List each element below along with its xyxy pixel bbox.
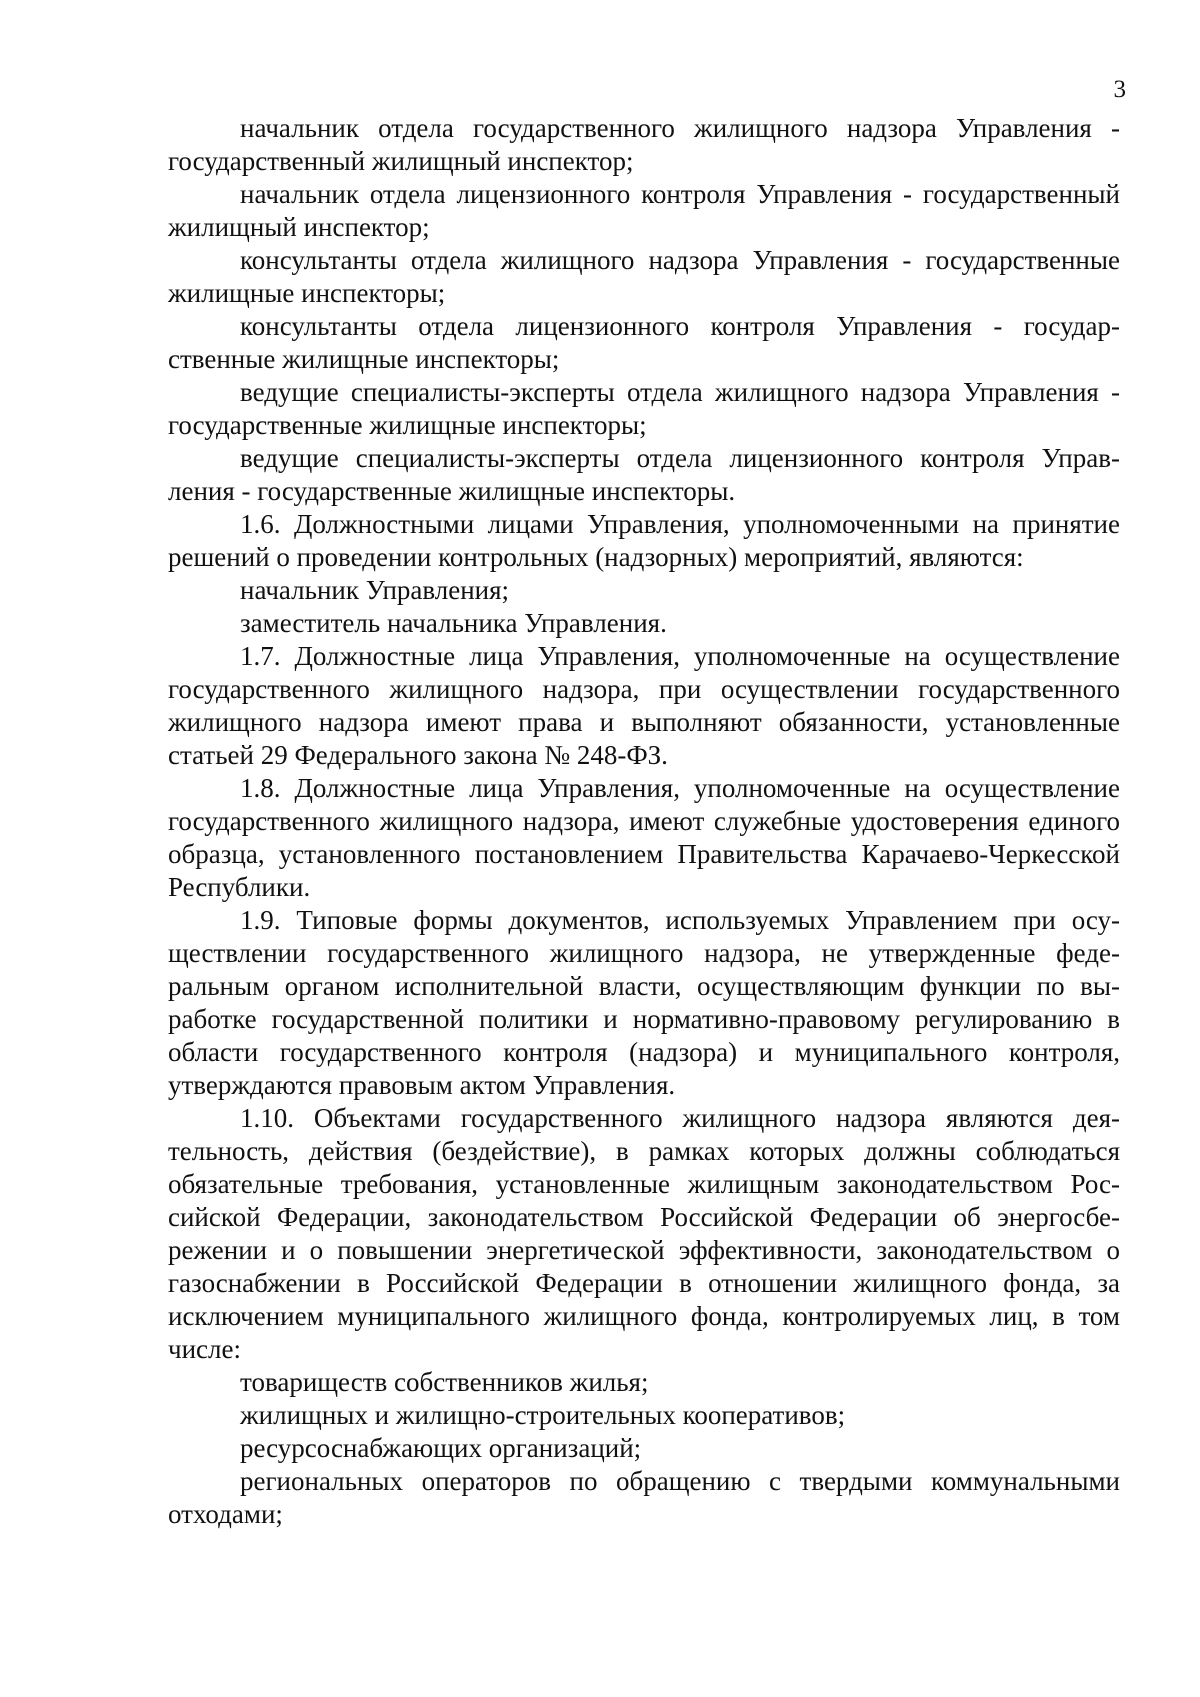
paragraph: 1.10. Объектами государственного жилищного надзора являются деятельность, действия (бездействие), в рамках которых должны соблюдаться обязательные требования, установленные жилищным законодательством Российской Федерации, законодательством Российской Федерации об энергосбережении и о повышении энергетической эффективности, законодательством о газоснабжении в Российской Федерации в отношении жилищного фонда, за исключением муниципального жилищного фонда, контролируемых лиц, в том числе: [168, 1103, 1120, 1364]
paragraph: начальник отдела государственного жилищного надзора Управления - государственный жилищный инспектор; [168, 113, 1120, 176]
list-item: товариществ собственников жилья; [240, 1367, 649, 1397]
paragraph: ведущие специалисты-эксперты отдела лицензионного контроля Управления - государственные жилищные инспекторы. [168, 443, 1120, 506]
paragraph: 1.9. Типовые формы документов, используемых Управлением при осуществлении государственного жилищного надзора, не утвержденные федеральным органом исполнительной власти, осуществляющим функции по выработке государственной политики и нормативно-правовому регулированию в области государственного контроля (надзора) и муниципального контроля, утверждаются правовым актом Управления. [168, 905, 1120, 1100]
paragraph: 1.8. Должностные лица Управления, уполномоченные на осуществление государственного жилищного надзора, имеют служебные удостоверения единого образца, установленного постановлением Правительства Карачаево-Черкесской Республики. [168, 773, 1120, 902]
paragraph: начальник отдела лицензионного контроля Управления - государственный жилищный инспектор; [168, 179, 1120, 242]
paragraph: консультанты отдела жилищного надзора Управления - государственные жилищные инспекторы; [168, 245, 1120, 308]
list-item: ресурсоснабжающих организаций; [240, 1433, 642, 1463]
list-item: региональных операторов по обращению с твердыми коммунальными отходами; [168, 1466, 1120, 1529]
paragraph: 1.7. Должностные лица Управления, уполномоченные на осуществление государственного жилищного надзора, при осуществлении государственного жилищного надзора имеют права и выполняют обязанности, установленные статьей 29 Федерального закона № 248-ФЗ. [168, 641, 1120, 770]
paragraph: 1.6. Должностными лицами Управления, уполномоченными на принятие решений о проведении контрольных (надзорных) мероприятий, являются: [168, 509, 1120, 572]
list-item: заместитель начальника Управления. [240, 608, 667, 638]
page-number: 3 [1113, 76, 1126, 103]
paragraph: ведущие специалисты-эксперты отдела жилищного надзора Управления - государственные жилищные инспекторы; [168, 377, 1120, 440]
document-body [168, 112, 1120, 1531]
list-item: начальник Управления; [240, 575, 510, 605]
paragraph: консультанты отдела лицензионного контроля Управления - государственные жилищные инспекторы; [168, 311, 1120, 374]
list-item: жилищных и жилищно-строительных кооперативов; [240, 1400, 846, 1430]
